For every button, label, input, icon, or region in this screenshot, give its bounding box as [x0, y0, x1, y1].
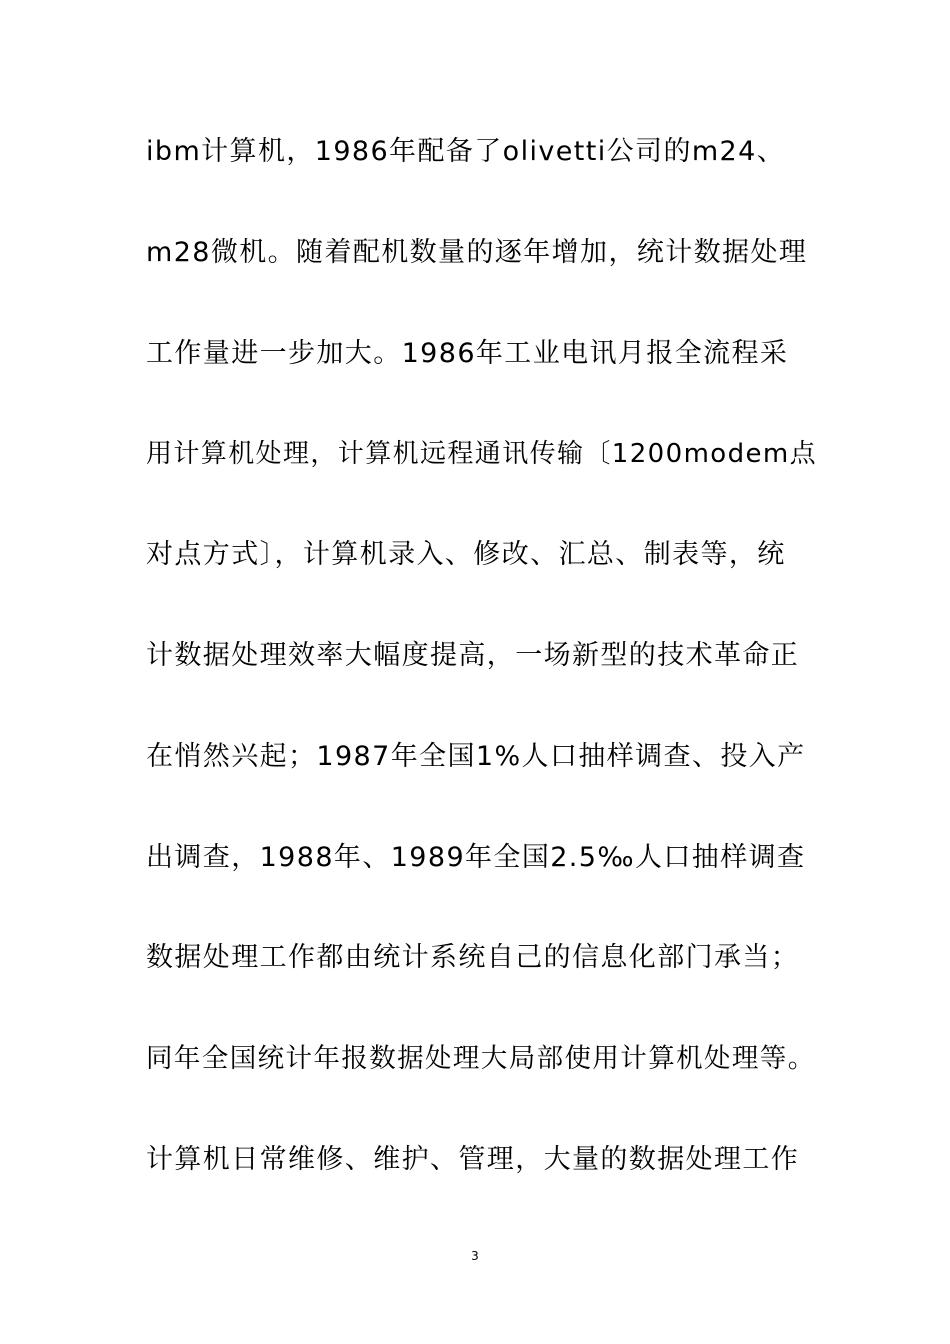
text-line-11: 计算机日常维修、维护、管理，大量的数据处理工作 — [146, 1143, 800, 1175]
text-line-2: m28微机。随着配机数量的逐年增加，统计数据处理 — [146, 236, 808, 268]
text-line-6: 计数据处理效率大幅度提高，一场新型的技术革命正 — [146, 639, 800, 671]
page-number: 3 — [471, 1249, 479, 1263]
text-line-8: 出调查，1988年、1989年全国2.5‰人口抽样调查 — [146, 841, 806, 873]
text-line-1: ibm计算机，1986年配备了olivetti公司的m24、 — [146, 136, 786, 167]
text-line-9: 数据处理工作都由统计系统自己的信息化部门承当； — [146, 942, 800, 974]
text-line-4: 用计算机处理，计算机远程通讯传输〔1200modem点 — [146, 439, 818, 470]
text-line-7: 在悄然兴起；1987年全国1%人口抽样调查、投入产 — [146, 740, 806, 772]
body-text — [146, 128, 826, 1237]
text-line-10: 同年全国统计年报数据处理大局部使用计算机处理等。 — [146, 1043, 816, 1075]
text-line-3: 工作量进一步加大。1986年工业电讯月报全流程采 — [146, 337, 789, 369]
text-line-5: 对点方式〕，计算机录入、修改、汇总、制表等，统 — [146, 539, 786, 571]
